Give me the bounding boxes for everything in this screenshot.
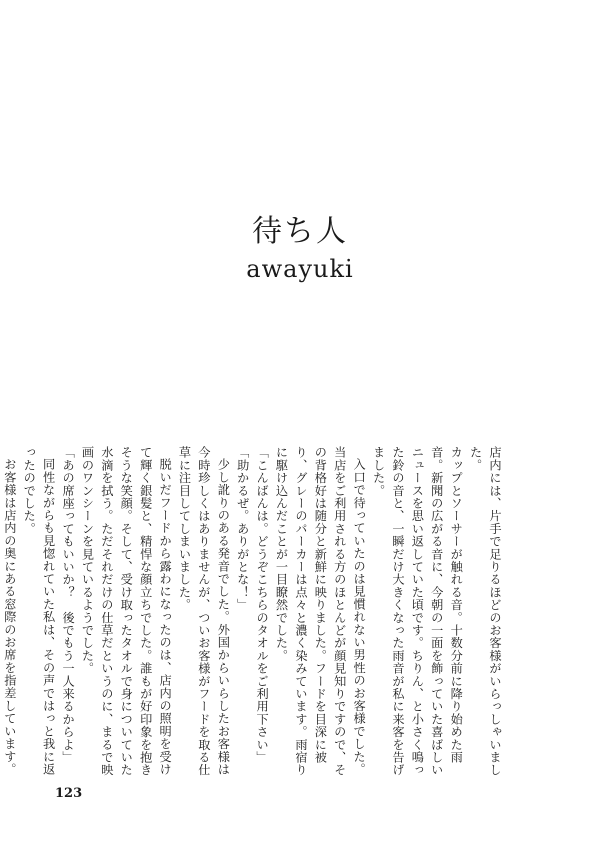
story-title: 待ち人 <box>252 214 348 249</box>
paragraph: 同性ながらも見惚れていた私は、その声ではっと我に返ったのでした。 <box>22 446 56 776</box>
paragraph: 少し訛りのある発音でした。外国からいらしたお客様は今時珍しくはありませんが、ついお客様がフードを取る仕草に注目してしまいました。 <box>177 446 231 777</box>
story-body <box>2 446 504 786</box>
paragraph: お客様は店内の奥にある窓際のお席を指差しています。 <box>2 458 17 776</box>
paragraph: 入口で待っていたのは見慣れない男性のお客様でした。当店をご利用される方のほとんどが顔見知りですので、その背格好は随分と新鮮に映りました。フードを目深に被り、グレーのパーカーは点々と濃く染みています。雨宿りに駆け込んだことが一目瞭然でした。 <box>274 446 367 777</box>
paragraph: 脱いだフードから露わになったのは、店内の照明を受けて輝く銀髪と、精悍な顔立ちでした。誰もが好印象を抱きそうな笑顔。そして、受け取ったタオルで身についていた水滴を拭う。ただそれだけの仕草だというのに、まるで映画のワンシーンを見ているようでした。 <box>80 446 173 777</box>
dialogue-paragraph: 「あの席座ってもいいか？ 後でもう一人来るからよ」 <box>61 446 76 764</box>
dialogue-paragraph: 「こんばんは。どうぞこちらのタオルをご利用下さい」 <box>255 446 270 764</box>
author-name: awayuki <box>246 255 354 283</box>
paragraph: 店内には、片手で足りるほどのお客様がいらっしゃいました。 <box>468 446 502 777</box>
paragraph: カップとソーサーが触れる音。十数分前に降り始めた雨音。新聞の広がる音に、今朝の一面を飾っていた喜ばしいニュースを思い返していた頃です。ちりん、と小さく鳴った鈴の音と、一瞬だけ大きくなった雨音が私に来客を告げました。 <box>371 446 464 777</box>
dialogue-paragraph: 「助かるぜ。ありがとな！」 <box>235 446 250 612</box>
page-number: 123 <box>55 786 83 801</box>
